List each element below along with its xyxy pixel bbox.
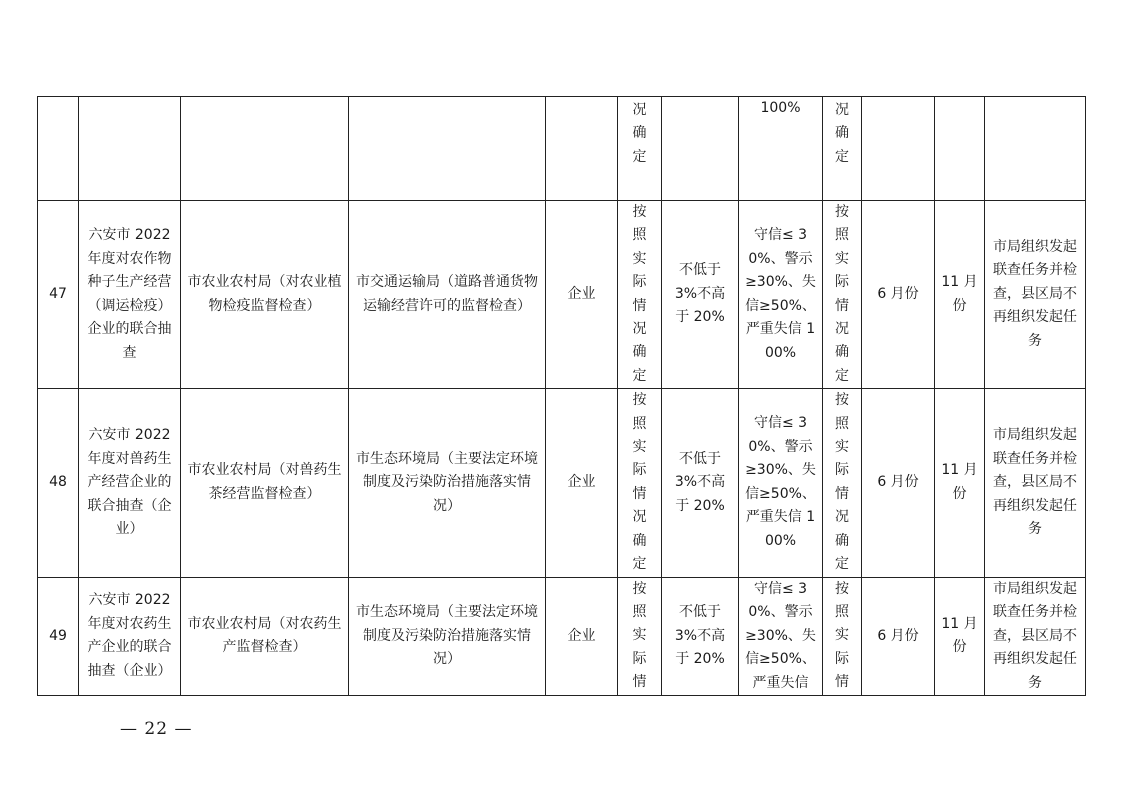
cell-ratio-method: 按照实际情况确定: [618, 201, 662, 389]
cell-start-time: 6 月份: [862, 577, 935, 696]
cell-ratio-method: 况确定: [618, 97, 662, 201]
cell-freq-method: 按照实际情况确定: [823, 201, 862, 389]
cell-initiator: 市农业农村局（对农药生产监督检查）: [181, 577, 349, 696]
cell-ratio: 不低于3%不高于 20%: [662, 577, 739, 696]
cell-object: 企业: [546, 577, 618, 696]
cell-number: 48: [38, 389, 79, 577]
cell-ratio: 不低于3%不高于 20%: [662, 389, 739, 577]
cell-ratio: [662, 97, 739, 201]
cell-end-time: [935, 97, 985, 201]
cell-number: 49: [38, 577, 79, 696]
cell-task-name: 六安市 2022 年度对兽药生产经营企业的联合抽查（企业）: [79, 389, 181, 577]
cell-ratio-method: 按照实际情: [618, 577, 662, 696]
cell-object: 企业: [546, 389, 618, 577]
cell-task-name: 六安市 2022 年度对农作物种子生产经营（调运检疫）企业的联合抽查: [79, 201, 181, 389]
cell-initiator: 市农业农村局（对兽药生茶经营监督检查）: [181, 389, 349, 577]
cell-object: [546, 97, 618, 201]
cell-start-time: 6 月份: [862, 389, 935, 577]
cell-partner: 市交通运输局（道路普通货物运输经营许可的监督检查）: [349, 201, 546, 389]
cell-start-time: 6 月份: [862, 201, 935, 389]
inspection-plan-table: [37, 96, 1086, 696]
cell-credit-ratio: 守信≤ 30%、警示≥30%、失信≥50%、严重失信 100%: [739, 389, 823, 577]
cell-freq-method: 按照实际情况确定: [823, 389, 862, 577]
cell-partner: 市生态环境局（主要法定环境制度及污染防治措施落实情况）: [349, 389, 546, 577]
cell-partner: 市生态环境局（主要法定环境制度及污染防治措施落实情况）: [349, 577, 546, 696]
table-row: [38, 389, 1086, 577]
cell-initiator: [181, 97, 349, 201]
cell-number: [38, 97, 79, 201]
cell-note: 市局组织发起联查任务并检查，县区局不再组织发起任务: [985, 577, 1086, 696]
cell-end-time: 11 月份: [935, 389, 985, 577]
cell-freq-method: 况确定: [823, 97, 862, 201]
cell-task-name: 六安市 2022 年度对农药生产企业的联合抽查（企业）: [79, 577, 181, 696]
cell-freq-method: 按照实际情: [823, 577, 862, 696]
cell-ratio: 不低于3%不高于 20%: [662, 201, 739, 389]
cell-end-time: 11 月份: [935, 201, 985, 389]
cell-note: [985, 97, 1086, 201]
cell-number: 47: [38, 201, 79, 389]
cell-note: 市局组织发起联查任务并检查，县区局不再组织发起任务: [985, 389, 1086, 577]
cell-credit-ratio: 守信≤ 30%、警示≥30%、失信≥50%、严重失信: [739, 577, 823, 696]
table-row: [38, 97, 1086, 201]
cell-start-time: [862, 97, 935, 201]
cell-note: 市局组织发起联查任务并检查，县区局不再组织发起任务: [985, 201, 1086, 389]
cell-object: 企业: [546, 201, 618, 389]
cell-credit-ratio: 守信≤ 30%、警示≥30%、失信≥50%、严重失信 100%: [739, 201, 823, 389]
cell-ratio-method: 按照实际情况确定: [618, 389, 662, 577]
cell-end-time: 11 月份: [935, 577, 985, 696]
table-row: [38, 577, 1086, 696]
cell-credit-ratio: 100%: [739, 97, 823, 201]
cell-task-name: [79, 97, 181, 201]
page-number: — 22 —: [120, 719, 193, 739]
table-row: [38, 201, 1086, 389]
cell-initiator: 市农业农村局（对农业植物检疫监督检查）: [181, 201, 349, 389]
cell-partner: [349, 97, 546, 201]
